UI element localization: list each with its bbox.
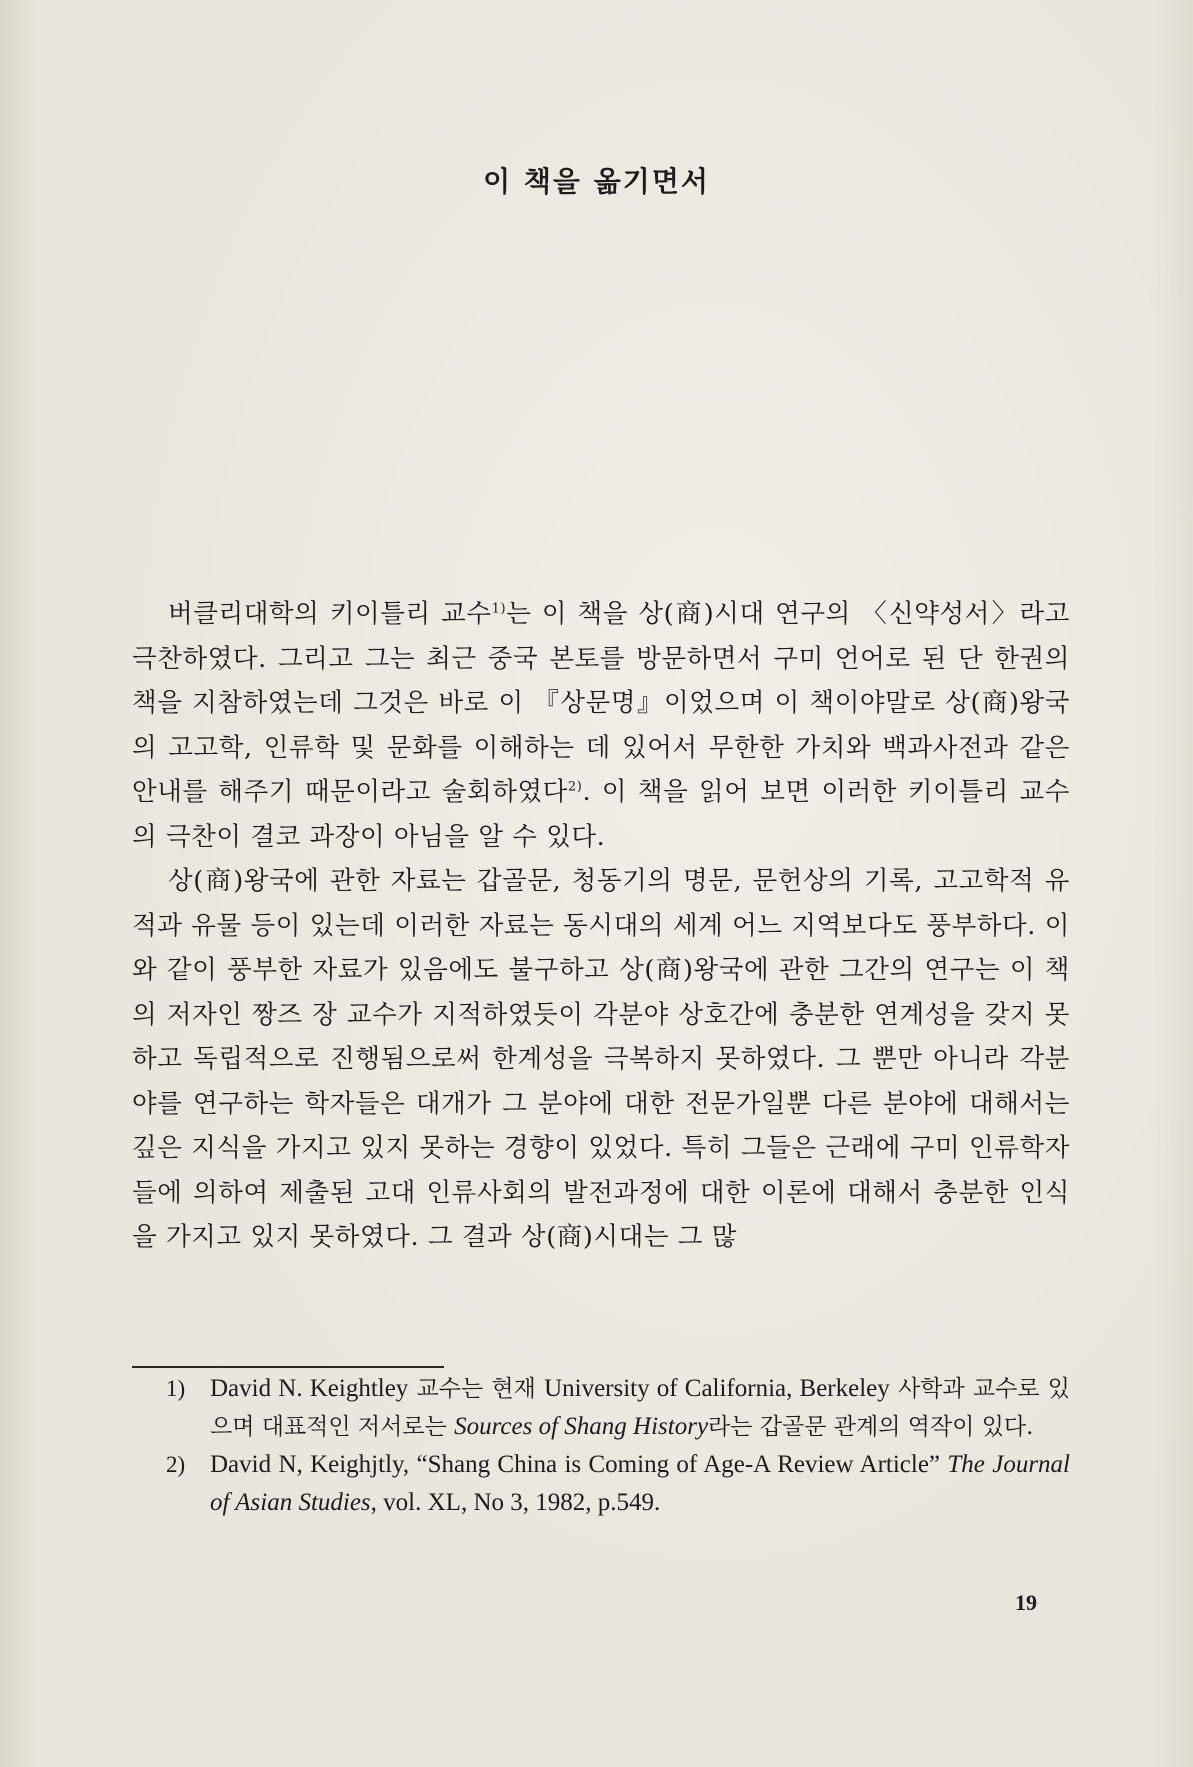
paragraph-1 — [132, 592, 1070, 859]
body-text — [132, 592, 1070, 1260]
footnote-divider — [132, 1366, 444, 1368]
paragraph-2: 상(商)왕국에 관한 자료는 갑골문, 청동기의 명문, 문헌상의 기록, 고고학적 유적과 유물 등이 있는데 이러한 자료는 동시대의 세계 어느 지역보다도 풍부하다. 이와 같이 풍부한 자료가 있음에도 불구하고 상(商)왕국에 관한 그간의 연구는 이 책의 저자인 짱즈 장 교수가 지적하였듯이 각분야 상호간에 충분한 연계성을 갖지 못하고 독립적으로 진행됨으로써 한계성을 극복하지 못하였다. 그 뿐만 아니라 각분야를 연구하는 학자들은 대개가 그 분야에 대한 전문가일뿐 다른 분야에 대해서는 깊은 지식을 가지고 있지 못하는 경향이 있었다. 특히 그들은 근래에 구미 인류학자들에 의하여 제출된 고대 인류사회의 발전과정에 대한 이론에 대해서 충분한 인식을 가지고 있지 못하였다. 그 결과 상(商)시대는 그 많 — [132, 866, 1070, 1252]
footnote-ref-2: 2) — [567, 779, 583, 795]
footnote-1-text — [210, 1370, 1070, 1446]
footnote-2 — [166, 1446, 1070, 1522]
footnote-2-citation: David N, Keighjtly, “Shang China is Coming of Age-A Review Article” — [210, 1451, 948, 1478]
footnote-1 — [166, 1370, 1070, 1446]
footnote-1-book-title: Sources of Shang History — [454, 1413, 709, 1440]
paragraph-1-part-a: 버클리대학의 키이틀리 교수 — [168, 599, 492, 629]
footnote-1-text-b: 교수는 현재 — [408, 1376, 545, 1402]
paragraph-1-part-b: 는 이 책을 상(商)시대 연구의 〈신약성서〉라고 극찬하였다. 그리고 그는 최근 중국 본토를 방문하면서 구미 언어로 된 단 한권의 책을 지참하였는데 그것은 바로 이 『상문명』이었으며 이 책이야말로 상(商)왕국의 고고학, 인류학 및 문화를 이해하는 데 있어서 무한한 가치와 백과사전과 같은 안내를 해주기 때문이라고 술회하였다 — [132, 599, 1070, 807]
footnote-2-text — [210, 1446, 1070, 1522]
footnote-1-author: David N. Keightley — [210, 1375, 409, 1402]
footnote-1-text-f: 라는 갑골문 관계의 역작이 있다. — [708, 1414, 1034, 1440]
paragraph-1-part-c: . 이 책을 읽어 보면 이러한 키이틀리 교수의 극찬이 결코 과장이 아님을 알 수 있다. — [132, 777, 1070, 852]
footnote-1-university: University of California, Berkeley — [544, 1375, 890, 1402]
footnote-2-number: 2) — [166, 1452, 186, 1477]
footnote-1-text-d: 사학과 교수로 있으며 대표적인 저서로는 — [210, 1376, 1070, 1440]
footnote-2-volume: , vol. XL, No 3, 1982, p.549. — [370, 1489, 661, 1516]
footnotes — [166, 1370, 1070, 1522]
footnote-1-number: 1) — [166, 1376, 186, 1401]
page-number: 19 — [1015, 1590, 1037, 1615]
footnote-2-journal: The Journal of Asian Studies — [210, 1451, 1070, 1516]
footnote-ref-1: 1) — [491, 601, 507, 617]
page-title: 이 책을 옮기면서 — [483, 165, 710, 198]
